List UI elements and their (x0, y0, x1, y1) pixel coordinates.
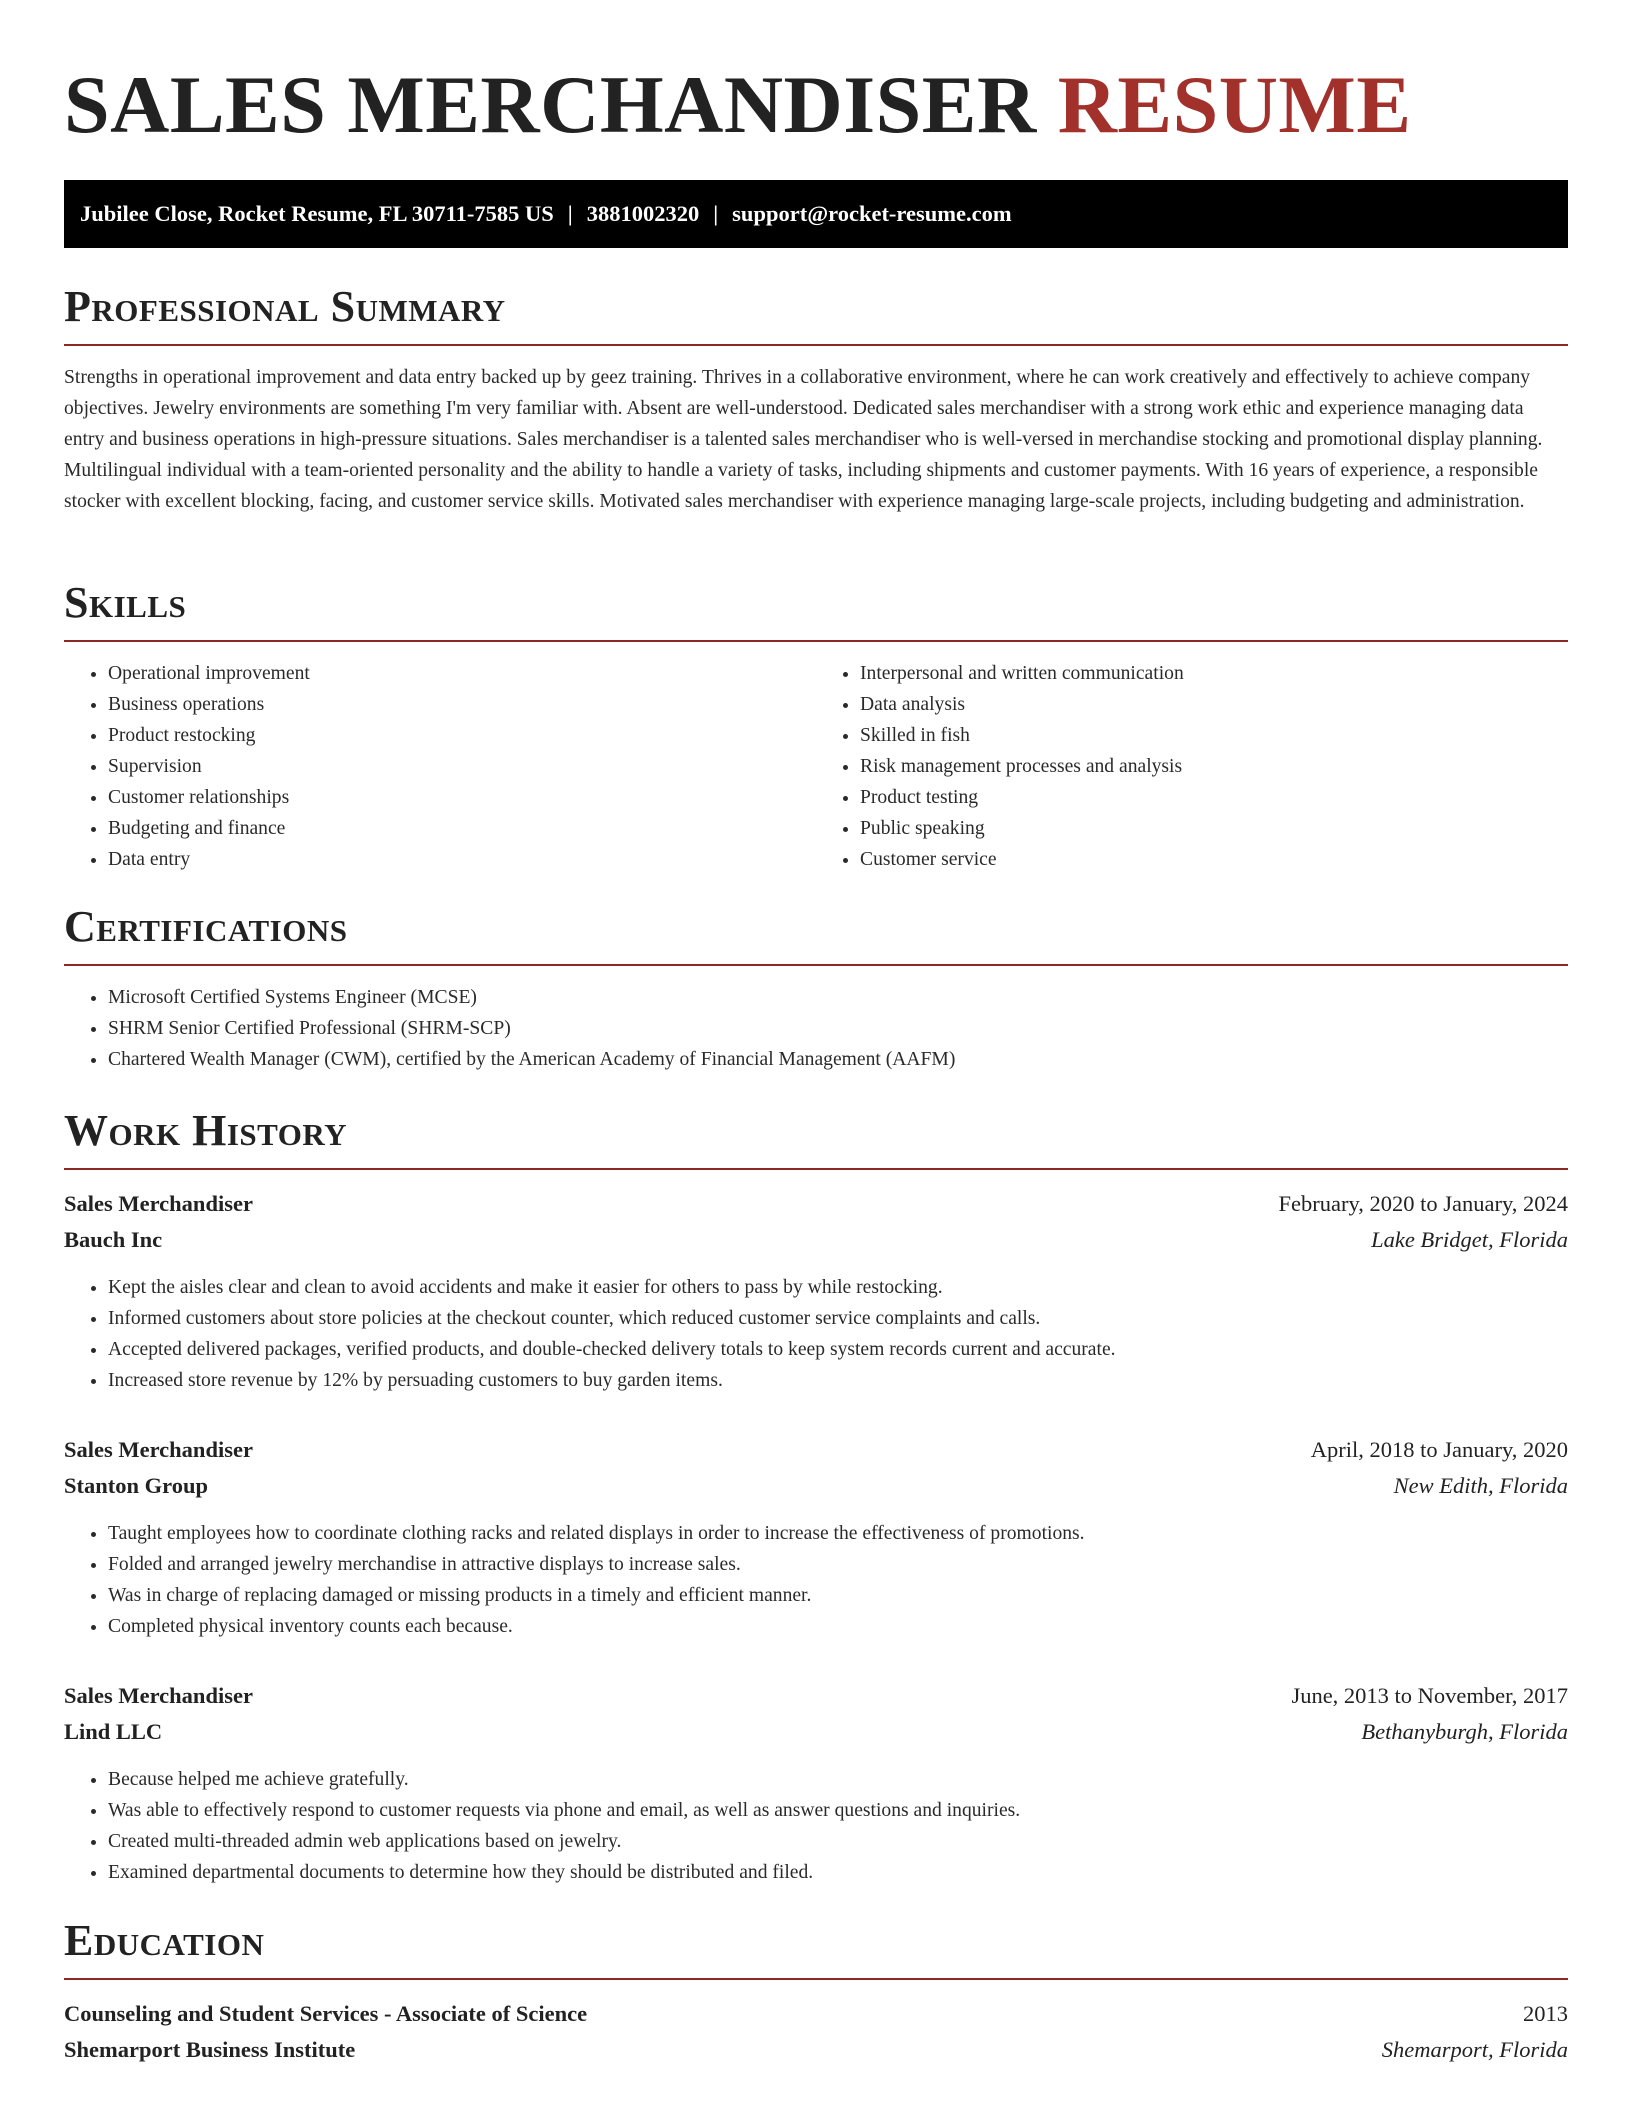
section-divider (64, 964, 1568, 966)
section-divider (64, 1978, 1568, 1980)
education-year: 2013 (1523, 2001, 1568, 2026)
education-header-row (64, 1996, 1568, 2032)
skill-item: • Interpersonal and written communication (860, 658, 1568, 689)
skills-list (816, 658, 1568, 875)
skill-item: • Product restocking (108, 720, 816, 751)
education-school: Shemarport Business Institute (64, 2037, 356, 2062)
skill-item: • Skilled in fish (860, 720, 1568, 751)
education-location: Shemarport, Florida (1381, 2037, 1568, 2062)
job-company-row (64, 1468, 1568, 1504)
skills-grid (64, 642, 1568, 875)
section-divider (64, 344, 1568, 346)
section-heading: Education (64, 1916, 265, 1965)
education-section (64, 1916, 1568, 2068)
job-entry (64, 1678, 1568, 1888)
job-title: Sales Merchandiser (64, 1437, 253, 1462)
contact-phone[interactable]: 3881002320 (586, 201, 700, 226)
certifications-list (64, 982, 1568, 1075)
skill-item: • Customer relationships (108, 782, 816, 813)
job-header-row (64, 1186, 1568, 1222)
skill-item: • Product testing (860, 782, 1568, 813)
skill-item: • Public speaking (860, 813, 1568, 844)
job-company-row (64, 1714, 1568, 1750)
job-bullet: • Completed physical inventory counts each because. (108, 1611, 1568, 1642)
job-location: New Edith, Florida (1393, 1473, 1568, 1498)
job-bullet: • Created multi-threaded admin web applications based on jewelry. (108, 1826, 1568, 1857)
job-bullet: • Examined departmental documents to determine how they should be distributed and filed. (108, 1857, 1568, 1888)
skill-item: • Operational improvement (108, 658, 816, 689)
skills-section (64, 578, 1568, 875)
title-main: SALES MERCHANDISER (64, 59, 1037, 150)
job-title: Sales Merchandiser (64, 1191, 253, 1216)
skill-item: • Budgeting and finance (108, 813, 816, 844)
skill-item: • Risk management processes and analysis (860, 751, 1568, 782)
job-company: Stanton Group (64, 1473, 209, 1498)
job-entry (64, 1432, 1568, 1642)
job-title: Sales Merchandiser (64, 1683, 253, 1708)
certification-item: • Chartered Wealth Manager (CWM), certified by the American Academy of Financial Management (AAFM) (108, 1044, 1568, 1075)
certifications-section (64, 902, 1568, 1075)
contact-email[interactable]: support@rocket-resume.com (732, 201, 1012, 226)
job-bullet: • Taught employees how to coordinate clothing racks and related displays in order to increase the effectiveness of promotions. (108, 1518, 1568, 1549)
job-bullet: • Increased store revenue by 12% by persuading customers to buy garden items. (108, 1365, 1568, 1396)
job-company: Lind LLC (64, 1719, 163, 1744)
skill-item: • Supervision (108, 751, 816, 782)
job-location: Lake Bridget, Florida (1371, 1227, 1568, 1252)
job-bullet: • Informed customers about store policies at the checkout counter, which reduced customer service complaints and calls. (108, 1303, 1568, 1334)
job-dates: June, 2013 to November, 2017 (1291, 1683, 1568, 1708)
section-heading: Work History (64, 1106, 348, 1155)
job-bullet: • Accepted delivered packages, verified products, and double-checked delivery totals to keep system records current and accurate. (108, 1334, 1568, 1365)
job-header-row (64, 1432, 1568, 1468)
contact-address: Jubilee Close, Rocket Resume, FL 30711-7585 US (80, 201, 554, 226)
skills-column-left (64, 642, 816, 875)
job-header-row (64, 1678, 1568, 1714)
job-bullet: • Kept the aisles clear and clean to avoid accidents and make it easier for others to pass by while restocking. (108, 1272, 1568, 1303)
section-divider (64, 1168, 1568, 1170)
spacer (64, 1396, 1568, 1432)
section-heading: Certifications (64, 902, 348, 951)
summary-section (64, 282, 1568, 517)
summary-text: Strengths in operational improvement and data entry backed up by geez training. Thrives in a collaborative environment, where he can work creatively and effectively to achieve company objectives. Jewelry environments are something I'm very familiar with. Absent are well-understood. Dedicated sales merchandiser with a strong work ethic and experience managing data entry and business operations in high-pressure situations. Sales merchandiser is a talented sales merchandiser who is well-versed in merchandise stocking and promotional display planning. Multilingual individual with a team-oriented personality and the ability to handle a variety of tasks, including shipments and customer payments. With 16 years of experience, a responsible stocker with excellent blocking, facing, and customer service skills. Motivated sales merchandiser with experience managing large-scale projects, including budgeting and administration. (64, 367, 1543, 512)
contact-separator: | (567, 201, 573, 226)
skill-item: • Data analysis (860, 689, 1568, 720)
job-bullets (64, 1518, 1568, 1642)
work-history-section (64, 1106, 1568, 1888)
job-bullet: • Was in charge of replacing damaged or missing products in a timely and efficient manner. (108, 1580, 1568, 1611)
education-degree: Counseling and Student Services - Associate of Science (64, 2001, 588, 2026)
job-entry (64, 1186, 1568, 1396)
job-bullets (64, 1764, 1568, 1888)
job-company: Bauch Inc (64, 1227, 163, 1252)
job-dates: April, 2018 to January, 2020 (1310, 1437, 1568, 1462)
job-dates: February, 2020 to January, 2024 (1278, 1191, 1568, 1216)
spacer (64, 1642, 1568, 1678)
job-location: Bethanyburgh, Florida (1361, 1719, 1568, 1744)
section-heading: Professional Summary (64, 282, 506, 331)
job-bullets (64, 1272, 1568, 1396)
title-accent: RESUME (1057, 59, 1412, 150)
skill-item: • Business operations (108, 689, 816, 720)
certification-item: • Microsoft Certified Systems Engineer (MCSE) (108, 982, 1568, 1013)
job-company-row (64, 1222, 1568, 1258)
job-bullet: • Folded and arranged jewelry merchandise in attractive displays to increase sales. (108, 1549, 1568, 1580)
skills-list (64, 658, 816, 875)
skill-item: • Customer service (860, 844, 1568, 875)
contact-separator: | (713, 201, 719, 226)
education-school-row (64, 2032, 1568, 2068)
job-bullet: • Because helped me achieve gratefully. (108, 1764, 1568, 1795)
job-bullet: • Was able to effectively respond to customer requests via phone and email, as well as answer questions and inquiries. (108, 1795, 1568, 1826)
education-entry (64, 1996, 1568, 2068)
skill-item: • Data entry (108, 844, 816, 875)
contact-bar (64, 180, 1568, 248)
certification-item: • SHRM Senior Certified Professional (SHRM-SCP) (108, 1013, 1568, 1044)
section-heading: Skills (64, 578, 187, 627)
resume-title (64, 0, 1568, 152)
skills-column-right (816, 642, 1568, 875)
